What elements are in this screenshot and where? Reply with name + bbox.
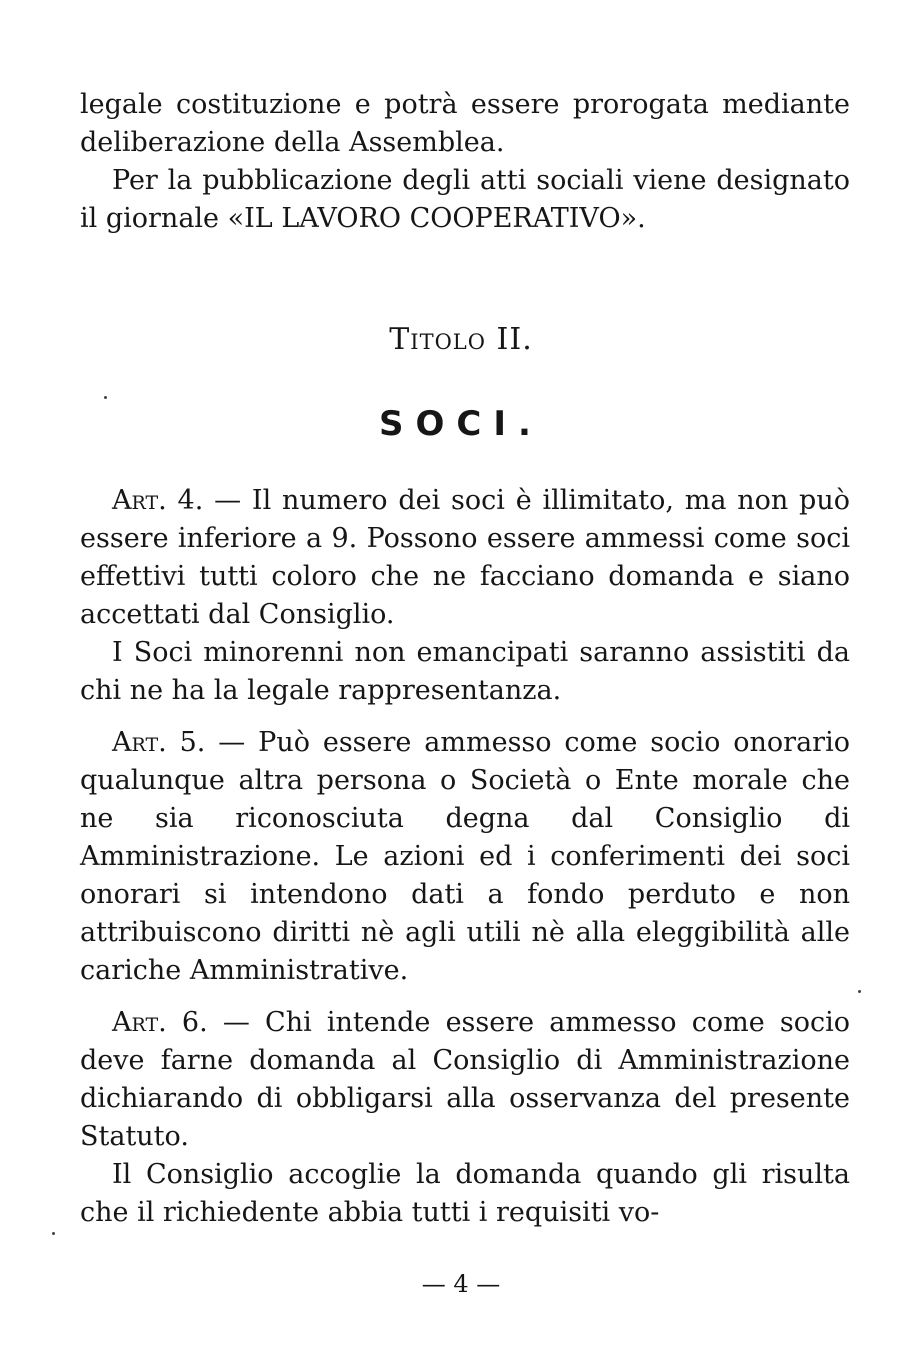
article-5-paragraph-1 bbox=[80, 724, 850, 990]
article-6-paragraph-1 bbox=[80, 1004, 850, 1156]
title-heading-text: Titolo II. bbox=[389, 322, 533, 357]
article-5-text-1: — Può essere ammesso come socio onorario qualunque altra persona o Società o Ente morale che ne sia riconosciuta degna dal Consiglio di Amministrazione. Le azioni ed i conferimenti dei soci onorari si intendono dati a fondo perduto e non attribuiscono diritti nè agli utili nè alla eleggibilità alle cariche Amministrative. bbox=[80, 727, 850, 986]
article-4-paragraph-2: I Soci minorenni non emancipati saranno assistiti da chi ne ha la legale rappresentanza. bbox=[80, 637, 850, 706]
scan-speck bbox=[104, 396, 107, 399]
article-4-label: Art. 4. bbox=[112, 485, 204, 516]
articles-block bbox=[80, 482, 850, 1232]
scan-speck bbox=[858, 990, 861, 993]
article-6-label: Art. 6. bbox=[112, 1007, 208, 1038]
article-4 bbox=[80, 482, 850, 710]
scan-speck bbox=[52, 1232, 55, 1235]
article-6-paragraph-2: Il Consiglio accoglie la domanda quando gli risulta che il richiedente abbia tutti i requisiti vo- bbox=[80, 1159, 850, 1228]
article-4-text-1: — Il numero dei soci è illimitato, ma non può essere inferiore a 9. Possono essere ammessi come soci effettivi tutti coloro che ne facciano domanda e siano accettati dal Consiglio. bbox=[80, 485, 850, 630]
article-4-paragraph-1 bbox=[80, 482, 850, 634]
section-heading-text: SOCI. bbox=[379, 404, 543, 444]
article-5-label: Art. 5. bbox=[112, 727, 206, 758]
article-6-text-1: — Chi intende essere ammesso come socio deve farne domanda al Consiglio di Amministrazione dichiarando di obbligarsi alla osservanza del presente Statuto. bbox=[80, 1007, 850, 1152]
article-6 bbox=[80, 1004, 850, 1232]
article-5 bbox=[80, 724, 850, 990]
intro-text bbox=[80, 86, 850, 238]
intro-paragraph-1: legale costituzione e potrà essere prorogata mediante deliberazione della Assemblea. bbox=[80, 89, 850, 158]
section-heading bbox=[0, 404, 922, 444]
page-number: — 4 — bbox=[421, 1270, 501, 1298]
title-heading bbox=[0, 322, 922, 357]
intro-paragraph-2: Per la pubblicazione degli atti sociali viene designato il giornale «IL LAVORO COOPERATIVO». bbox=[80, 165, 850, 234]
